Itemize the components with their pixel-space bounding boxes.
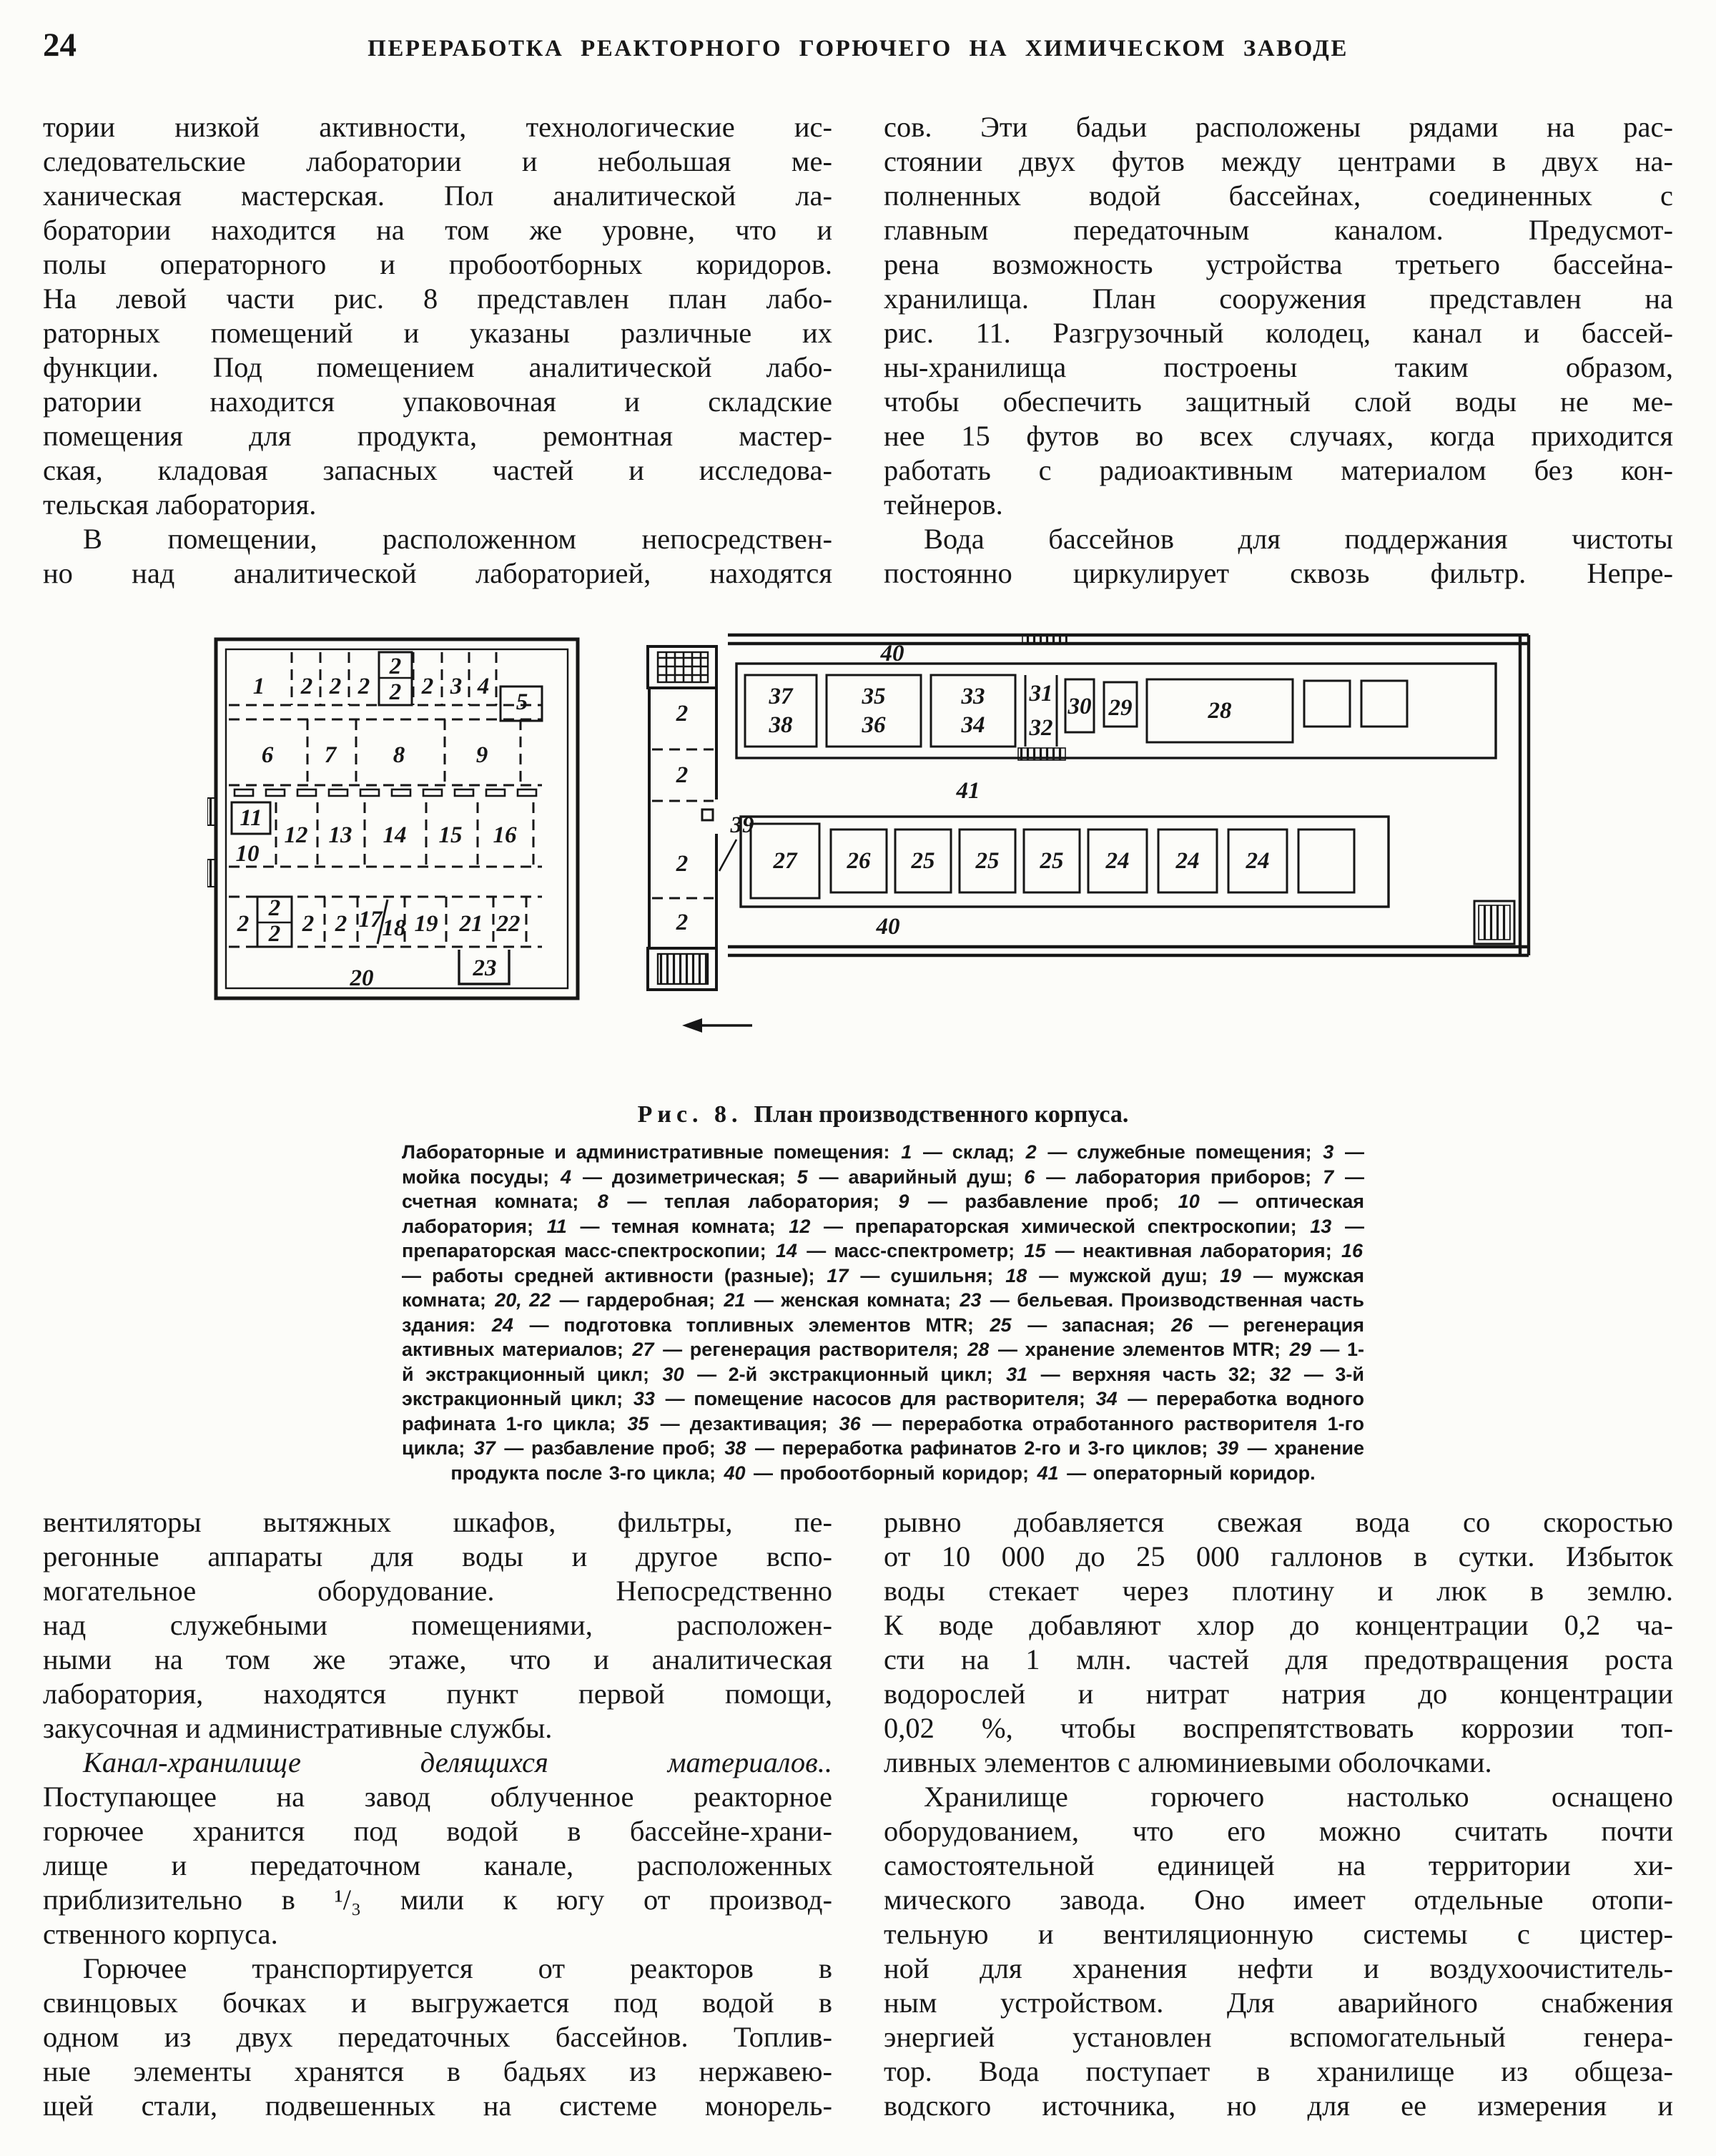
legend-item-number: 35 [627, 1412, 649, 1434]
room-label: 4 [477, 674, 490, 699]
legend-item-number: 33 [633, 1388, 655, 1409]
legend-item-number: 4 [561, 1166, 572, 1188]
legend-item-text: — переработка водного рафината 1-го цикла; [402, 1388, 1364, 1434]
room-label: 6 [261, 742, 274, 768]
text-line: тельская лаборатория. [43, 488, 317, 521]
legend-item-text: — неактивная лаборатория; [1047, 1240, 1340, 1261]
figure-floor-plan [207, 619, 1559, 1485]
text-line: воды стекает через плотину и люк в землю. [884, 1575, 1673, 1607]
text-line: ные элементы хранятся в бадьях из нержавею- [43, 2055, 832, 2087]
legend-item-text: — верхняя часть 32; [1029, 1363, 1268, 1385]
legend-section-header: Лабораторные и административные помещения: [402, 1141, 900, 1163]
room-label: 2 [421, 674, 434, 699]
legend-item-text: — счетная комната; [402, 1166, 1364, 1212]
running-head [43, 26, 1673, 64]
text-line: полы операторного и пробоотборных коридоров. [43, 248, 832, 280]
text-line: от 10 000 до 25 000 галлонов в сутки. Избыток [884, 1540, 1673, 1572]
text-line: горючее хранится под водой в бассейне-храни- [43, 1815, 832, 1847]
text-line: сти на 1 млн. частей для предотвращения роста [884, 1643, 1673, 1675]
legend-item-text: — мужской душ; [1028, 1264, 1219, 1286]
text-line: сов. Эти бадьи расположены рядами на рас- [884, 111, 1673, 143]
legend-item-text: — дезактивация; [650, 1412, 838, 1434]
text-line: закусочная и административные службы. [43, 1712, 553, 1744]
legend-item-number: 32 [1269, 1363, 1291, 1385]
text-line: ной для хранения нефти и воздухоочиститель- [884, 1952, 1673, 1984]
text-line: рис. 11. Разгрузочный колодец, канал и бассей- [884, 317, 1673, 349]
bottom-right-column [884, 1505, 1673, 2123]
legend-item-text: — хранение элементов MTR; [990, 1339, 1288, 1360]
room-label: 36 [862, 712, 886, 738]
legend-item-text: — склад; [913, 1141, 1025, 1163]
text-line: регонные аппараты для воды и другое вспо- [43, 1540, 832, 1572]
legend-item-text: — пробоотборный коридор; [746, 1462, 1036, 1484]
text-line: водского источника, но для ее измерения и [884, 2089, 1673, 2122]
text-line: тории низкой активности, технологические ис- [43, 111, 832, 143]
legend-section-header: Производственная часть здания: [402, 1289, 1364, 1336]
legend-item-text: — сушильня; [849, 1264, 1005, 1286]
room-label: 1 [252, 674, 265, 699]
top-text-block [43, 110, 1673, 591]
legend-item-number: 15 [1024, 1240, 1046, 1261]
legend-item-text: — разбавление проб; [496, 1437, 724, 1459]
room-label: 25 [911, 848, 935, 874]
room-label: 2 [676, 851, 689, 877]
text-line: ны-хранилища построены таким образом, [884, 351, 1673, 383]
room-label: 2 [676, 910, 689, 935]
legend-item-text: — подготовка топливных элементов MTR; [514, 1314, 989, 1336]
running-title: ПЕРЕРАБОТКА РЕАКТОРНОГО ГОРЮЧЕГО НА ХИМИЧЕСКОМ ЗАВОДЕ [368, 36, 1348, 61]
room-label: 2 [302, 911, 315, 937]
text-line: функции. Под помещением аналитической лабо- [43, 351, 832, 383]
text-line: но над аналитической лабораторией, находятся [43, 557, 832, 589]
text-line: рывно добавляется свежая вода со скоростью [884, 1506, 1673, 1538]
legend-item-number: 2 [1025, 1141, 1037, 1163]
room-label: 32 [1029, 715, 1053, 741]
text-line: лаборатория, находятся пункт первой помощи, [43, 1678, 832, 1710]
legend-item-number: 5 [797, 1166, 808, 1188]
text-line: тейнеров. [884, 488, 1003, 521]
text-line: рена возможность устройства третьего бассейна- [884, 248, 1673, 280]
legend-item-number: 41 [1037, 1462, 1059, 1484]
room-label: 40 [876, 914, 900, 940]
legend-item-number: 30 [662, 1363, 684, 1385]
legend-item-number: 8 [597, 1191, 608, 1212]
legend-item-text: — переработка рафинатов 2-го и 3-го циклов; [747, 1437, 1216, 1459]
page-number: 24 [43, 26, 77, 64]
text-line: чтобы обеспечить защитный слой воды не ме- [884, 385, 1673, 418]
text-line: Горючее транспортируется от реакторов в [83, 1952, 832, 1984]
room-label: 33 [961, 684, 985, 709]
legend-item-text: — дозиметрическая; [573, 1166, 796, 1188]
legend-item-number: 36 [839, 1412, 861, 1434]
legend-item-number: 39 [1217, 1437, 1239, 1459]
text-line: постоянно циркулирует сквозь фильтр. Непре- [884, 557, 1673, 589]
room-label: 7 [324, 742, 337, 768]
text-line: К воде добавляют хлор до концентрации 0,2 ча- [884, 1609, 1673, 1641]
text-line: ным устройством. Для аварийного снабжения [884, 1987, 1673, 2019]
room-label: 14 [383, 822, 407, 848]
room-label: 8 [393, 742, 405, 768]
legend-item-number: 10 [1178, 1191, 1200, 1212]
legend-item-number: 38 [724, 1437, 746, 1459]
legend-item-text: — помещение насосов для растворителя; [656, 1388, 1095, 1409]
text-line: щей стали, подвешенных на системе монорель- [43, 2089, 832, 2122]
legend-item-number: 18 [1005, 1264, 1027, 1286]
legend-item-text: — препараторская масс-спектроскопии; [402, 1215, 1365, 1261]
text-line: главным передаточным каналом. Предусмот- [884, 214, 1673, 246]
room-label: 5 [516, 689, 528, 715]
text-line: Вода бассейнов для поддержания чистоты [924, 523, 1673, 555]
top-left-column [43, 110, 832, 591]
legend-item-text: — хранение продукта после 3-го цикла; [450, 1437, 1364, 1484]
room-label: 23 [473, 955, 497, 981]
legend-item-text: — регенерация растворителя; [655, 1339, 967, 1360]
room-label: 2 [676, 701, 689, 727]
legend-item-number: 34 [1095, 1388, 1118, 1409]
legend-item-text: — 3-й экстракционный цикл; [402, 1363, 1365, 1409]
legend-item-text: — гардеробная; [552, 1289, 723, 1311]
legend-item-text: — 1-й экстракционный цикл; [402, 1339, 1364, 1385]
legend-item-number: 13 [1310, 1215, 1332, 1237]
text-line: работать с радиоактивным материалом без кон- [884, 454, 1673, 486]
text-line: тельную и вентиляционную системы с цистер- [884, 1918, 1673, 1950]
room-label: 22 [496, 911, 521, 937]
room-label: 21 [459, 911, 483, 937]
room-label: 41 [956, 778, 980, 804]
room-label: 18 [382, 915, 406, 941]
text-line: раторных помещений и указаны различные их [43, 317, 832, 349]
figure-caption-label: Рис. 8. [637, 1101, 743, 1128]
room-label: 24 [1105, 848, 1130, 874]
legend-item-number: 27 [632, 1339, 654, 1360]
text-line: могательное оборудование. Непосредственно [43, 1575, 832, 1607]
text-line: нее 15 футов во всех случаях, когда приходится [884, 420, 1673, 452]
legend-item-number: 12 [789, 1215, 811, 1237]
legend-item-number: 26 [1171, 1314, 1193, 1336]
legend-item-number: 3 [1323, 1141, 1334, 1163]
room-label: 27 [773, 848, 797, 874]
text-line: оборудованием, что его можно считать почти [884, 1815, 1673, 1847]
legend-item-number: 37 [473, 1437, 495, 1459]
text-line: над служебными помещениями, расположен- [43, 1609, 832, 1641]
legend-item-number: 1 [901, 1141, 912, 1163]
room-label: 24 [1175, 848, 1200, 874]
room-label: 25 [1040, 848, 1064, 874]
corridor-door-ticks [235, 789, 536, 796]
legend-item-number: 24 [491, 1314, 513, 1336]
legend-item-number: 21 [724, 1289, 746, 1311]
right-building-walls [728, 635, 1529, 955]
legend-item-number: 20, 22 [495, 1289, 551, 1311]
room-label: 17 [358, 907, 383, 932]
legend-item-number: 9 [898, 1191, 909, 1212]
room-label: 13 [328, 822, 352, 848]
bottom-text-block [43, 1505, 1673, 2123]
room-label: 16 [493, 822, 517, 848]
top-right-column [884, 110, 1673, 591]
legend-item-number: 11 [546, 1215, 567, 1237]
legend-item-number: 23 [960, 1289, 982, 1311]
text-line: Канал-хранилище делящихся материалов.. [83, 1746, 832, 1778]
room-label: 20 [350, 965, 374, 991]
legend-item-text: — оптическая лаборатория; [402, 1191, 1364, 1237]
legend-item-number: 6 [1024, 1166, 1035, 1188]
room-label: 24 [1246, 848, 1270, 874]
text-line: помещения для продукта, ремонтная мастер- [43, 420, 832, 452]
text-line: одном из двух передаточных бассейнов. Топлив- [43, 2021, 832, 2053]
legend-item-text: — препараторская химической спектроскопии; [812, 1215, 1309, 1237]
room-label: 19 [414, 911, 438, 937]
text-line: водорослей и нитрат натрия до концентрации [884, 1678, 1673, 1710]
room-label: 2 [329, 674, 342, 699]
text-line: вентиляторы вытяжных шкафов, фильтры, пе- [43, 1506, 832, 1538]
text-line: ливных элементов с алюминиевыми оболочками. [884, 1746, 1492, 1778]
legend-item-number: 28 [967, 1339, 990, 1360]
room-label: 40 [880, 641, 904, 666]
room-label: 10 [235, 841, 260, 867]
room-label: 29 [1108, 695, 1133, 721]
room-label: 28 [1208, 698, 1232, 724]
legend-item-number: 25 [990, 1314, 1012, 1336]
legend-item-text: — 2-й экстракционный цикл; [685, 1363, 1005, 1385]
text-line: ханическая мастерская. Пол аналитической ла- [43, 179, 832, 212]
legend-item-number: 16 [1341, 1240, 1363, 1261]
room-label: 12 [284, 822, 308, 848]
legend-item-text: — работы средней активности (разные); [402, 1264, 826, 1286]
room-label: 2 [676, 762, 689, 788]
room-label: 39 [730, 812, 754, 838]
legend-item-text: — мужская комната; [402, 1264, 1365, 1311]
room-label: 2 [237, 911, 250, 937]
floor-plan-drawing [207, 619, 1559, 1091]
legend-item-text: — регенерация активных материалов; [402, 1314, 1364, 1360]
text-line: полненных водой бассейнах, соединенных с [884, 179, 1673, 212]
room-label: 34 [961, 712, 985, 738]
room-label: 2 [300, 674, 313, 699]
room-label: 35 [862, 684, 886, 709]
bottom-left-column [43, 1505, 832, 2123]
text-line: стоянии двух футов между центрами в двух на- [884, 145, 1673, 177]
legend-item-text: — масс-спектрометр; [798, 1240, 1023, 1261]
figure-caption [207, 1101, 1559, 1128]
text-line: приблизительно в ¹/₃ мили к югу от производ- [43, 1884, 832, 1916]
text-line: хранилища. План сооружения представлен на [884, 282, 1673, 315]
room-label: 9 [475, 742, 488, 768]
text-line: лище и передаточном канале, расположенных [43, 1849, 832, 1881]
text-line: ными на том же этаже, что и аналитическая [43, 1643, 832, 1675]
legend-item-number: 29 [1289, 1339, 1311, 1360]
text-line: самостоятельной единицей на территории хи- [884, 1849, 1673, 1881]
room-label: 2 [268, 895, 281, 921]
legend-item-text: — запасная; [1012, 1314, 1170, 1336]
legend-item-text: — бельевая. [982, 1289, 1114, 1311]
text-line: В помещении, расположенном непосредствен- [83, 523, 832, 555]
legend-item-text: — операторный коридор. [1060, 1462, 1316, 1484]
text-line: На левой части рис. 8 представлен план лабо- [43, 282, 832, 315]
room-label: 38 [769, 712, 793, 738]
text-line: энергией установлен вспомогательный генера- [884, 2021, 1673, 2053]
room-label: 2 [358, 674, 370, 699]
legend-item-number: 40 [724, 1462, 746, 1484]
room-label: 2 [389, 679, 402, 705]
room-label: 11 [240, 805, 262, 831]
room-label: 37 [769, 684, 793, 709]
room-label: 30 [1067, 694, 1092, 719]
legend-item-text: — переработка отработанного растворителя 1-го цикла; [402, 1412, 1364, 1459]
legend-item-number: 19 [1220, 1264, 1242, 1286]
figure-legend [402, 1140, 1364, 1485]
text-line: тор. Вода поступает в хранилище из общеза- [884, 2055, 1673, 2087]
legend-item-text: — женская комната; [746, 1289, 959, 1311]
legend-item-text: — лаборатория приборов; [1036, 1166, 1322, 1188]
room-label: 3 [450, 674, 463, 699]
text-line: Поступающее на завод облученное реакторное [43, 1781, 832, 1813]
text-line: следовательские лаборатории и небольшая ме- [43, 145, 832, 177]
figure-caption-title: План производственного корпуса. [754, 1101, 1129, 1128]
text-line: боратории находится на том же уровне, что и [43, 214, 832, 246]
legend-item-text: — мойка посуды; [402, 1141, 1364, 1188]
legend-item-text: — служебные помещения; [1037, 1141, 1322, 1163]
text-line: Хранилище горючего настолько оснащено [924, 1781, 1673, 1813]
text-line: мического завода. Оно имеет отдельные отопи- [884, 1884, 1673, 1916]
text-line: ратории находится упаковочная и складские [43, 385, 832, 418]
legend-item-number: 7 [1323, 1166, 1334, 1188]
text-line: ственного корпуса. [43, 1918, 278, 1950]
text-line: свинцовых бочках и выгружается под водой в [43, 1987, 832, 2019]
legend-item-text: — разбавление проб; [910, 1191, 1177, 1212]
room-label: 15 [438, 822, 463, 848]
room-label: 26 [847, 848, 871, 874]
legend-item-text: — теплая лаборатория; [609, 1191, 897, 1212]
legend-item-number: 31 [1006, 1363, 1028, 1385]
legend-item-text: — темная комната; [568, 1215, 788, 1237]
text-line: ская, кладовая запасных частей и исследова- [43, 454, 832, 486]
room-label: 31 [1029, 681, 1053, 707]
legend-item-number: 14 [775, 1240, 797, 1261]
legend-item-number: 17 [827, 1264, 849, 1286]
room-label: 2 [268, 921, 281, 947]
room-label: 2 [389, 654, 402, 679]
legend-item-text: — аварийный душ; [809, 1166, 1023, 1188]
room-label: 25 [975, 848, 1000, 874]
text-line: 0,02 %, чтобы воспрепятствовать коррозии топ- [884, 1712, 1673, 1744]
room-label: 2 [335, 911, 347, 937]
